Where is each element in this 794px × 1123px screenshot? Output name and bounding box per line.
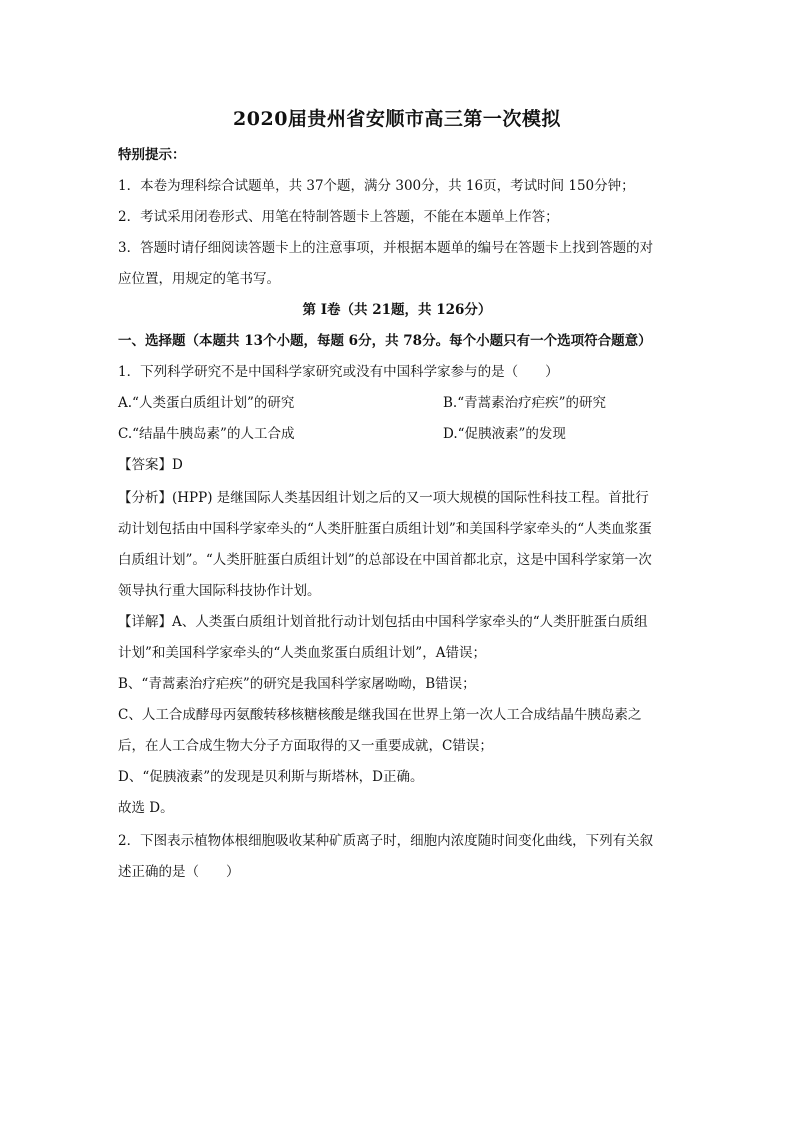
question-1-detail-line: 后，在人工合成生物大分子方面取得的又一重要成就，C错误； — [118, 738, 493, 754]
notice-heading: 特别提示： — [118, 147, 186, 163]
question-1-option-a: A.“人类蛋白质组计划”的研究 — [118, 395, 295, 411]
notice-line-4: 应位置，用规定的笔书写。 — [118, 271, 280, 287]
question-1-detail-line: 【详解】A、人类蛋白质组计划首批行动计划包括由中国科学家牵头的“人类肝脏蛋白质组 — [118, 614, 648, 630]
question-1-answer: 【答案】D — [118, 457, 183, 473]
question-1-detail-line: C、人工合成酵母丙氨酸转移核糖核酸是继我国在世界上第一次人工合成结晶牛胰岛素之 — [118, 707, 642, 723]
question-1-stem: 1．下列科学研究不是中国科学家研究或没有中国科学家参与的是（ ） — [118, 364, 559, 380]
question-1-option-b: B.“青蒿素治疗疟疾”的研究 — [443, 395, 607, 411]
document-title: 2020届贵州省安顺市高三第一次模拟 — [233, 108, 561, 130]
question-1-detail-line: D、“促胰液素”的发现是贝利斯与斯塔林，D正确。 — [118, 769, 424, 785]
question-2-stem-line: 述正确的是（ ） — [118, 864, 240, 880]
question-1-analysis-line: 动计划包括由中国科学家牵头的“人类肝脏蛋白质组计划”和美国科学家牵头的“人类血浆蛋 — [118, 521, 652, 537]
question-1-option-d: D.“促胰液素”的发现 — [443, 426, 566, 442]
question-1-detail-line: B、“青蒿素治疗疟疾”的研究是我国科学家屠呦呦，B错误； — [118, 676, 476, 692]
question-1-detail-line: 计划”和美国科学家牵头的“人类血浆蛋白质组计划”，A错误； — [118, 645, 486, 661]
question-1-analysis-line: 【分析】(HPP) 是继国际人类基因组计划之后的又一项大规模的国际性科技工程。首批行 — [118, 490, 649, 506]
question-1-detail-line: 故选 D。 — [118, 800, 174, 816]
question-1-analysis-line: 领导执行重大国际科技协作计划。 — [118, 583, 321, 599]
question-1-analysis-line: 白质组计划”。“人类肝脏蛋白质组计划”的总部设在中国首都北京，这是中国科学家第一次 — [118, 552, 652, 568]
part-heading: 一、选择题（本题共 13个小题，每题 6分，共 78分。每个小题只有一个选项符合题意） — [118, 333, 652, 349]
notice-line-3: 3．答题时请仔细阅读答题卡上的注意事项，并根据本题单的编号在答题卡上找到答题的对 — [118, 240, 654, 256]
notice-line-1: 1．本卷为理科综合试题单，共 37个题，满分 300分，共 16页，考试时间 150分钟； — [118, 178, 635, 194]
question-1-option-c: C.“结晶牛胰岛素”的人工合成 — [118, 426, 295, 442]
notice-line-2: 2．考试采用闭卷形式、用笔在特制答题卡上答题，不能在本题单上作答； — [118, 209, 559, 225]
question-2-stem-line: 2．下图表示植物体根细胞吸收某种矿质离子时，细胞内浓度随时间变化曲线，下列有关叙 — [118, 833, 654, 849]
section-title: 第 I卷（共 21题，共 126分） — [302, 302, 492, 318]
